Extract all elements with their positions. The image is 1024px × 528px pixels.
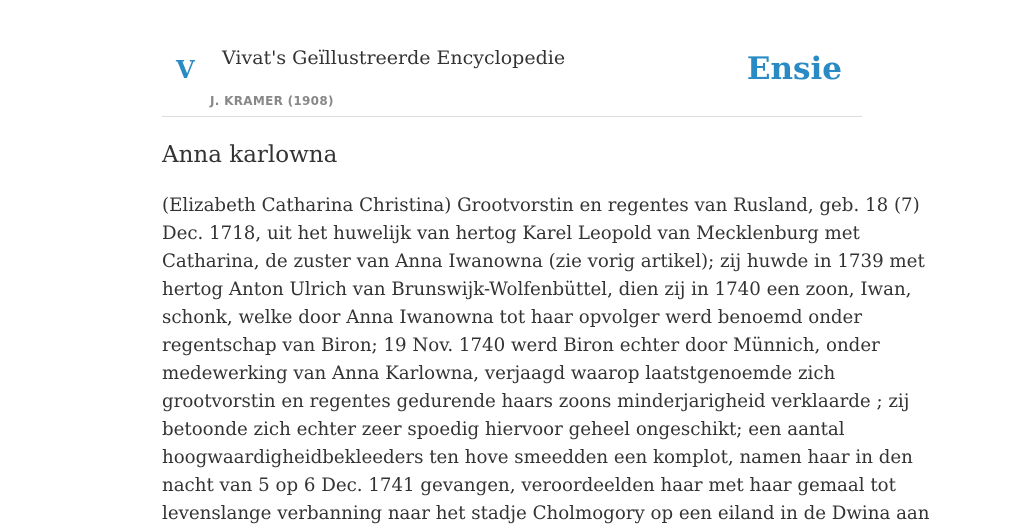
body-line: Dec. 1718, uit het huwelijk van hertog Karel Leopold van Mecklenburg met <box>162 223 860 244</box>
source-author: J. KRAMER (1908) <box>210 94 334 108</box>
body-line: medewerking van Anna Karlowna, verjaagd waarop laatstgenoemde zich <box>162 363 836 384</box>
body-line: hertog Anton Ulrich van Brunswijk-Wolfenbüttel, dien zij in 1740 een zoon, Iwan, <box>162 279 912 300</box>
brand-logo[interactable]: Ensie <box>746 51 842 87</box>
body-line: (Elizabeth Catharina Christina) Grootvorstin en regentes van Rusland, geb. 18 (7) <box>162 195 920 216</box>
body-line: betoonde zich echter zeer spoedig hiervoor geheel ongeschikt; een aantal <box>162 419 845 440</box>
body-line: levenslange verbanning naar het stadje Cholmogory op een eiland in de Dwina aan <box>162 503 930 524</box>
body-line: regentschap van Biron; 19 Nov. 1740 werd Biron echter door Münnich, onder <box>162 335 880 356</box>
body-line: nacht van 5 op 6 Dec. 1741 gevangen, veroordeelden haar met haar gemaal tot <box>162 475 896 496</box>
source-title[interactable]: Vivat's Geïllustreerde Encyclopedie <box>222 47 566 69</box>
body-line: schonk, welke door Anna Iwanowna tot haar opvolger werd benoemd onder <box>162 307 863 328</box>
article-title: Anna karlowna <box>162 142 338 168</box>
article-body <box>162 192 930 528</box>
source-logo[interactable]: V <box>176 55 195 84</box>
body-line: hoogwaardigheidbekleeders ten hove smeedden een komplot, namen haar in den <box>162 447 913 468</box>
site-header <box>162 0 862 117</box>
body-line: grootvorstin en regentes gedurende haars zoons minderjarigheid verklaarde ; zij <box>162 391 910 412</box>
body-line: Catharina, de zuster van Anna Iwanowna (zie vorig artikel); zij huwde in 1739 met <box>162 251 925 272</box>
